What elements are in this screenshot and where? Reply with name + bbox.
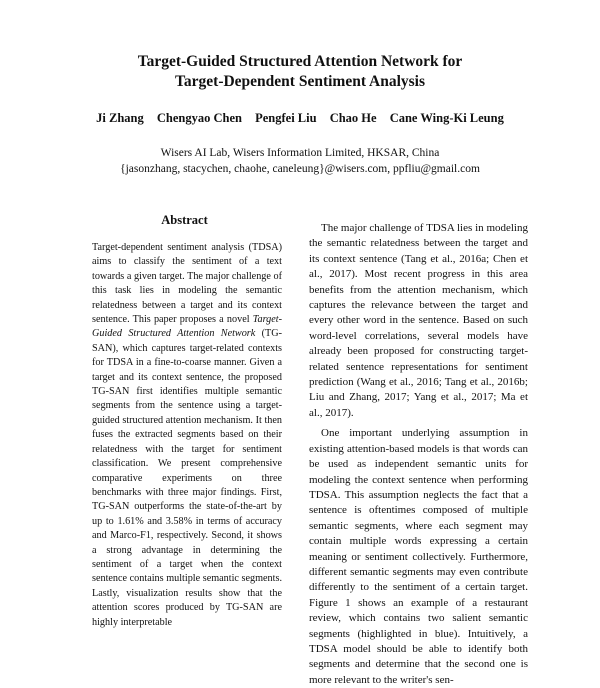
title-line-1: Target-Guided Structured Attention Network for <box>137 53 463 70</box>
author-list <box>0 111 600 126</box>
abstract-text <box>92 241 282 630</box>
paper-title <box>0 52 600 92</box>
author-name: Chengyao Chen <box>156 111 242 125</box>
abstract-text-part-2: (TG-SAN), which captures target-related contexts for TDSA in a fine-to-coarse manner. Given a target and its context sentence, the proposed TG-SAN first identifies multiple semantic segments from the sentence using a target-guided structured attention mechanism. It then fuses the extracted segments based on their relatedness with the target for sentiment classification. We present comprehensive comparative experiments on three benchmarks with three major findings. First, TG-SAN outperforms the state-of-the-art by up to 1.61% and 3.58% in terms of accuracy and Marco-F1, respectively. Second, it shows a strong advantage in determining the sentiment of a target when the context sentence contains multiple semantic segments. Lastly, visualization results show that the attention scores produced by TG-SAN are highly interpretable <box>92 328 282 628</box>
author-name: Pengfei Liu <box>255 111 317 125</box>
abstract-column <box>92 241 282 630</box>
body-column <box>309 221 528 688</box>
body-paragraph-2: One important underlying assumption in existing attention-based models is that words can be used as independent semantic units for modeling the context sentence when performing TDSA. This assumption neglects the fact that a sentence is oftentimes composed of multiple semantic segments, where each segment may contain multiple words expressing a certain meaning or sentiment collectively. Furthermore, different semantic segments may even contribute differently to the sentiment of a certain target. Figure 1 shows an example of a restaurant review, which contains two salient semantic segments (highlighted in blue). Intuitively, a TDSA model should be able to identify both segments and determine that the second one is more relevant to the writer's sen- <box>309 427 528 686</box>
abstract-text-part-1: Target-dependent sentiment analysis (TDSA) aims to classify the sentiment of a text towards a given target. The major challenge of this task lies in modeling the semantic relatedness between a target and its context sentence. This paper proposes a novel <box>92 242 282 326</box>
author-name: Chao He <box>329 111 377 125</box>
affiliation-block <box>0 145 600 177</box>
author-name: Cane Wing-Ki Leung <box>389 111 504 125</box>
title-line-2: Target-Dependent Sentiment Analysis <box>174 73 426 90</box>
abstract-heading: Abstract <box>161 213 208 227</box>
affiliation-emails: {jasonzhang, stacychen, chaohe, caneleung}@wisers.com, ppfliu@gmail.com <box>120 163 480 175</box>
affiliation-org: Wisers AI Lab, Wisers Information Limited, HKSAR, China <box>160 147 440 159</box>
body-paragraph-1: The major challenge of TDSA lies in modeling the semantic relatedness between the target and its context sentence (Tang et al., 2016a; Chen et al., 2017). Most recent progress in this area benefits from the attention mechanism, which captures the relevance between the target and every other word in the sentence. Based on such word-level correlations, several models have already been proposed for constructing target-related sentence representations for sentiment prediction (Wang et al., 2016; Tang et al., 2016b; Liu and Zhang, 2017; Yang et al., 2017; Ma et al., 2017). <box>309 222 528 419</box>
abstract-model-name: Target-Guided Structured Attention Network <box>92 314 282 340</box>
author-name: Ji Zhang <box>96 111 144 125</box>
